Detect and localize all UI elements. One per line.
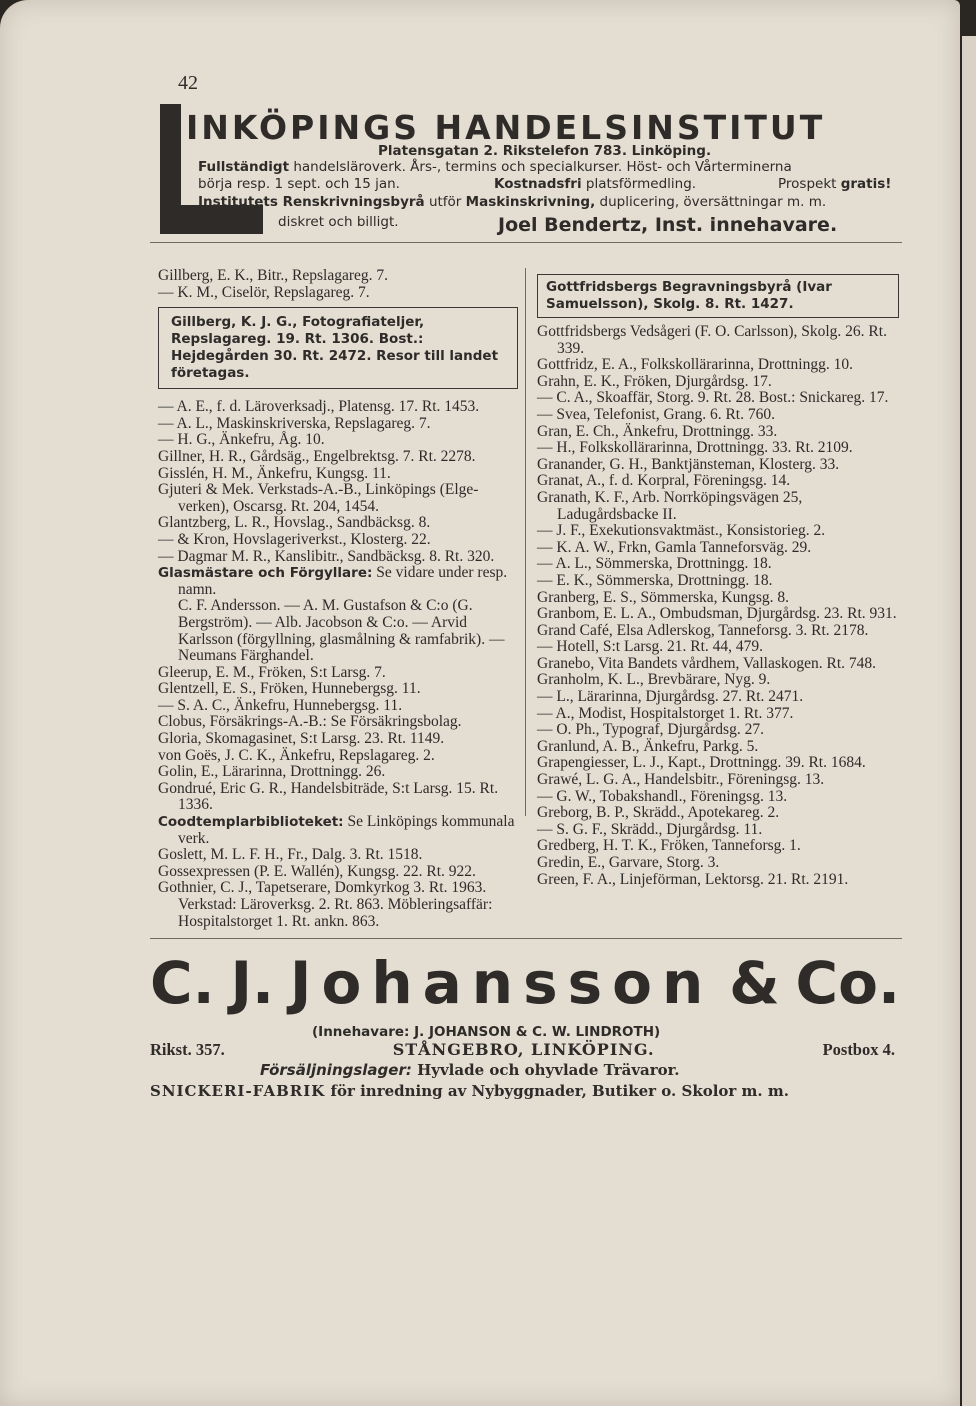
directory-entry [158, 549, 518, 566]
divider-bottom [150, 938, 902, 939]
directory-entry [158, 864, 518, 881]
ad-factory-line: SNICKERI-FABRIK för inredning av Nybyggnader, Butiker o. Skolor m. m. [150, 1082, 789, 1100]
directory-entry [158, 847, 518, 864]
ad-sales-line: Försäljningslager: Hyvlade och ohyvlade Trävaror. [260, 1061, 680, 1079]
directory-entry [158, 532, 518, 549]
entry-text: Golin, E., Lärarinna, Drottningg. 26. [158, 763, 386, 781]
company-name-part: & [729, 949, 780, 1017]
directory-entry [537, 639, 899, 656]
directory-entry [158, 565, 518, 598]
directory-entry [537, 523, 899, 540]
page-number: 42 [178, 72, 198, 94]
directory-entry [537, 324, 899, 357]
entry-text: — K. M., Ciselör, Repslagareg. 7. [158, 283, 370, 301]
directory-entry [537, 805, 899, 822]
directory-entry [158, 880, 518, 930]
entry-text: Granath, K. F., Arb. Norrköpingsvägen 25, Ladugårdsbacke II. [537, 488, 803, 523]
directory-entry [537, 357, 899, 374]
entry-text: Granberg, E. S., Sömmerska, Kungsg. 8. [537, 588, 789, 606]
entry-text: Grahn, E. K., Fröken, Djurgårdsg. 17. [537, 372, 772, 390]
entry-text: Granat, A., f. d. Korpral, Föreningsg. 14. [537, 472, 791, 490]
entry-text: Gottfridz, E. A., Folkskollärarinna, Drottningg. 10. [537, 356, 853, 374]
left-column [158, 268, 518, 930]
directory-entry [537, 656, 899, 673]
directory-entry [158, 416, 518, 433]
entry-text: Glentzell, E. S., Fröken, Hunnebergsg. 11. [158, 680, 421, 698]
directory-entry [537, 606, 899, 623]
directory-entry [158, 268, 518, 285]
directory-entry [537, 789, 899, 806]
ad-line-3c: Prospekt gratis! [778, 176, 892, 192]
ad-line-4: Institutets Renskrivningsbyrå utför Maskinskrivning, duplicering, översättningar m. m. [198, 194, 827, 210]
directory-entry [537, 540, 899, 557]
ad-postbox: Postbox 4. [822, 1040, 895, 1059]
entry-text: Granebo, Vita Bandets vårdhem, Vallaskogen. Rt. 748. [537, 654, 877, 672]
entry-text: Gillberg, E. K., Bitr., Repslagareg. 7. [158, 267, 389, 284]
directory-entry [158, 449, 518, 466]
directory-entry [158, 515, 518, 532]
entry-text: Glantzberg, L. R., Hovslag., Sandbäcksg. 8. [158, 514, 431, 532]
entry-text: Gredberg, H. T. K., Fröken, Tanneforsg. 1. [537, 837, 801, 855]
entry-text: Grand Café, Elsa Adlerskog, Tanneforsg. 3. Rt. 2178. [537, 621, 869, 639]
company-name-part: J. [230, 949, 275, 1017]
entry-text: Gillner, H. R., Gårdsäg., Engelbrektsg. 7. Rt. 2278. [158, 447, 476, 465]
entry-text: — Svea, Telefonist, Grang. 6. Rt. 760. [537, 405, 775, 423]
company-name-part: Johansson [289, 949, 714, 1017]
directory-entry [537, 838, 899, 855]
entry-text: Gisslén, H. M., Änkefru, Kungsg. 11. [158, 464, 391, 482]
entry-text: — A. L., Sömmerska, Drottningg. 18. [537, 555, 772, 573]
directory-entry [537, 573, 899, 590]
directory-entry [537, 623, 899, 640]
entry-text: — H. G., Änkefru, Åg. 10. [158, 431, 325, 449]
directory-entry [158, 285, 518, 302]
ad-title: INKÖPINGS HANDELSINSTITUT [186, 108, 826, 147]
entry-text: Gleerup, E. M., Fröken, S:t Larsg. 7. [158, 663, 386, 681]
entry-text: — K. A. W., Frkn, Gamla Tanneforsväg. 29. [537, 538, 812, 556]
directory-entry [158, 698, 518, 715]
directory-entry [158, 598, 518, 664]
ad-contact-row [150, 1040, 895, 1060]
entry-text: Se vidare under resp. namn. [178, 564, 508, 598]
entry-text: Gondrué, Eric G. R., Handelsbiträde, S:t Larsg. 15. Rt. 1336. [158, 779, 499, 814]
entry-text: — A. E., f. d. Läroverksadj., Platensg. 17. Rt. 1453. [158, 398, 480, 416]
directory-entry [537, 822, 899, 839]
entry-text: Granbom, E. L. A., Ombudsman, Djurgårdsg. 23. Rt. 931. [537, 605, 897, 623]
entry-text: Clobus, Försäkrings-A.-B.: Se Försäkringsbolag. [158, 713, 462, 731]
directory-entry [537, 755, 899, 772]
directory-entry [537, 590, 899, 607]
boxed-entry: Gottfridsbergs Begravningsbyrå (Ivar Samuelsson), Skolg. 8. Rt. 1427. [537, 274, 899, 318]
entry-text: Grapengiesser, L. J., Kapt., Drottningg. 39. Rt. 1684. [537, 754, 866, 772]
entry-text: Granholm, K. L., Brevbärare, Nyg. 9. [537, 671, 771, 689]
ad-company-name [150, 950, 900, 1016]
directory-entry [537, 872, 899, 889]
company-name-part: C. [150, 949, 215, 1017]
entry-text: Green, F. A., Linjeförman, Lektorsg. 21. Rt. 2191. [537, 870, 849, 888]
directory-entry [537, 722, 899, 739]
entry-text: Gredin, E., Garvare, Storg. 3. [537, 854, 720, 871]
entry-text: Granlund, A. B., Änkefru, Parkg. 5. [537, 737, 759, 755]
entry-text: Granander, G. H., Banktjänsteman, Klosterg. 33. [537, 455, 840, 473]
directory-entry [537, 407, 899, 424]
directory-entry [158, 781, 518, 814]
next-page-edge [962, 36, 976, 1406]
directory-entry [537, 424, 899, 441]
directory-entry [537, 689, 899, 706]
entry-text: C. F. Andersson. — A. M. Gustafson & C:o (G. Bergström). — Alb. Jacobson & C:o. — Arvid Karlsson (förgyllning, glasmålning & ramfabrik). — Neumans Färghandel. [178, 597, 505, 665]
entry-text: — A., Modist, Hospitalstorget 1. Rt. 377. [537, 704, 794, 722]
entry-text: Gottfridsbergs Vedsågeri (F. O. Carlsson), Skolg. 26. Rt. 339. [537, 323, 887, 357]
ad-address-line: Platensgatan 2. Rikstelefon 783. Linköping. [378, 143, 712, 159]
ad-line-3b: Kostnadsfri platsförmedling. [494, 176, 697, 192]
directory-entry [158, 731, 518, 748]
entry-text: — Hotell, S:t Larsg. 21. Rt. 44, 479. [537, 638, 764, 656]
directory-entry [158, 748, 518, 765]
directory-entry [537, 556, 899, 573]
entry-text: Grawé, L. G. A., Handelsbitr., Föreningsg. 13. [537, 771, 825, 789]
entry-text: Gossexpressen (P. E. Wallén), Kungsg. 22. Rt. 922. [158, 862, 476, 880]
directory-entry [158, 764, 518, 781]
entry-heading: Glasmästare och Förgyllare: [158, 565, 373, 582]
directory-entry [537, 739, 899, 756]
directory-entry [537, 706, 899, 723]
entry-text: Gothnier, C. J., Tapetserare, Domkyrkog 3. Rt. 1963. Verkstad: Läroverksg. 2. Rt. 863. Möbleringsaffär: Hospitalstorget 1. Rt. ankn. 863. [158, 879, 493, 930]
directory-entry [537, 490, 899, 523]
directory-entry [537, 457, 899, 474]
directory-entry [158, 814, 518, 847]
entry-text: — S. A. C., Änkefru, Hunnebergsg. 11. [158, 696, 403, 714]
entry-text: Gjuteri & Mek. Verkstads-A.-B., Linköpings (Elge-verken), Oscarsg. Rt. 204, 1454. [158, 481, 479, 515]
entry-heading: Coodtemplarbiblioteket: [158, 814, 344, 831]
entry-text: — H., Folkskollärarinna, Drottningg. 33. Rt. 2109. [537, 439, 853, 457]
column-divider [525, 268, 526, 816]
entry-text: — & Kron, Hovslageriverkst., Klosterg. 22. [158, 530, 431, 548]
directory-entry [158, 681, 518, 698]
ad-rikstelefon: Rikst. 357. [150, 1040, 225, 1059]
directory-entry [537, 772, 899, 789]
directory-entry [537, 440, 899, 457]
directory-entry [158, 482, 518, 515]
ad-location: STÅNGEBRO, LINKÖPING. [392, 1040, 655, 1059]
entry-text: — L., Lärarinna, Djurgårdsg. 27. Rt. 2471. [537, 688, 804, 706]
entry-text: Gloria, Skomagasinet, S:t Larsg. 23. Rt. 1149. [158, 730, 445, 748]
directory-entry [537, 374, 899, 391]
directory-entry [158, 432, 518, 449]
directory-entry [537, 672, 899, 689]
entry-text: Greborg, B. P., Skrädd., Apotekareg. 2. [537, 804, 780, 822]
company-name-part: Co. [795, 949, 900, 1017]
directory-entry [537, 473, 899, 490]
directory-entry [158, 714, 518, 731]
entry-text: — J. F., Exekutionsvaktmäst., Konsistorieg. 2. [537, 522, 826, 540]
directory-entry [537, 390, 899, 407]
ad-line-5: diskret och billigt. [278, 214, 399, 230]
entry-text: — A. L., Maskinskriverska, Repslagareg. 7. [158, 414, 431, 432]
directory-entry [158, 466, 518, 483]
directory-entry [158, 399, 518, 416]
ad-line-2: Fullständigt handelsläroverk. Års-, termins och specialkurser. Höst- och Vårterminerna [198, 159, 792, 175]
entry-text: Goslett, M. L. F. H., Fr., Dalg. 3. Rt. 1518. [158, 846, 423, 864]
entry-text: — G. W., Tobakshandl., Föreningsg. 13. [537, 787, 788, 805]
directory-entry [537, 855, 899, 872]
directory-entry [158, 665, 518, 682]
boxed-entry: Gillberg, K. J. G., Fotografiateljer, Repslagareg. 19. Rt. 1306. Bost.: Hejdegården 30. Rt. 2472. Resor till landet företagas. [158, 307, 518, 389]
entry-text: — Dagmar M. R., Kanslibitr., Sandbäcksg. 8. Rt. 320. [158, 547, 495, 565]
entry-text: von Goës, J. C. K., Änkefru, Repslagareg. 2. [158, 746, 435, 764]
entry-text: — S. G. F., Skrädd., Djurgårdsg. 11. [537, 820, 763, 838]
ad-signature: Joel Bendertz, Inst. innehavare. [498, 214, 838, 236]
ad-line-3a: börja resp. 1 sept. och 15 jan. [198, 176, 400, 192]
entry-text: — O. Ph., Typograf, Djurgårdsg. 27. [537, 721, 764, 739]
ad-owner: (Innehavare: J. JOHANSON & C. W. LINDROTH) [312, 1024, 661, 1040]
right-column [537, 272, 899, 888]
entry-text: — E. K., Sömmerska, Drottningg. 18. [537, 571, 773, 589]
divider-top [150, 242, 902, 243]
entry-text: Se Linköpings kommunala verk. [178, 813, 515, 847]
entry-text: — C. A., Skoaffär, Storg. 9. Rt. 28. Bost.: Snickareg. 17. [537, 389, 889, 407]
entry-text: Gran, E. Ch., Änkefru, Drottningg. 33. [537, 422, 778, 440]
